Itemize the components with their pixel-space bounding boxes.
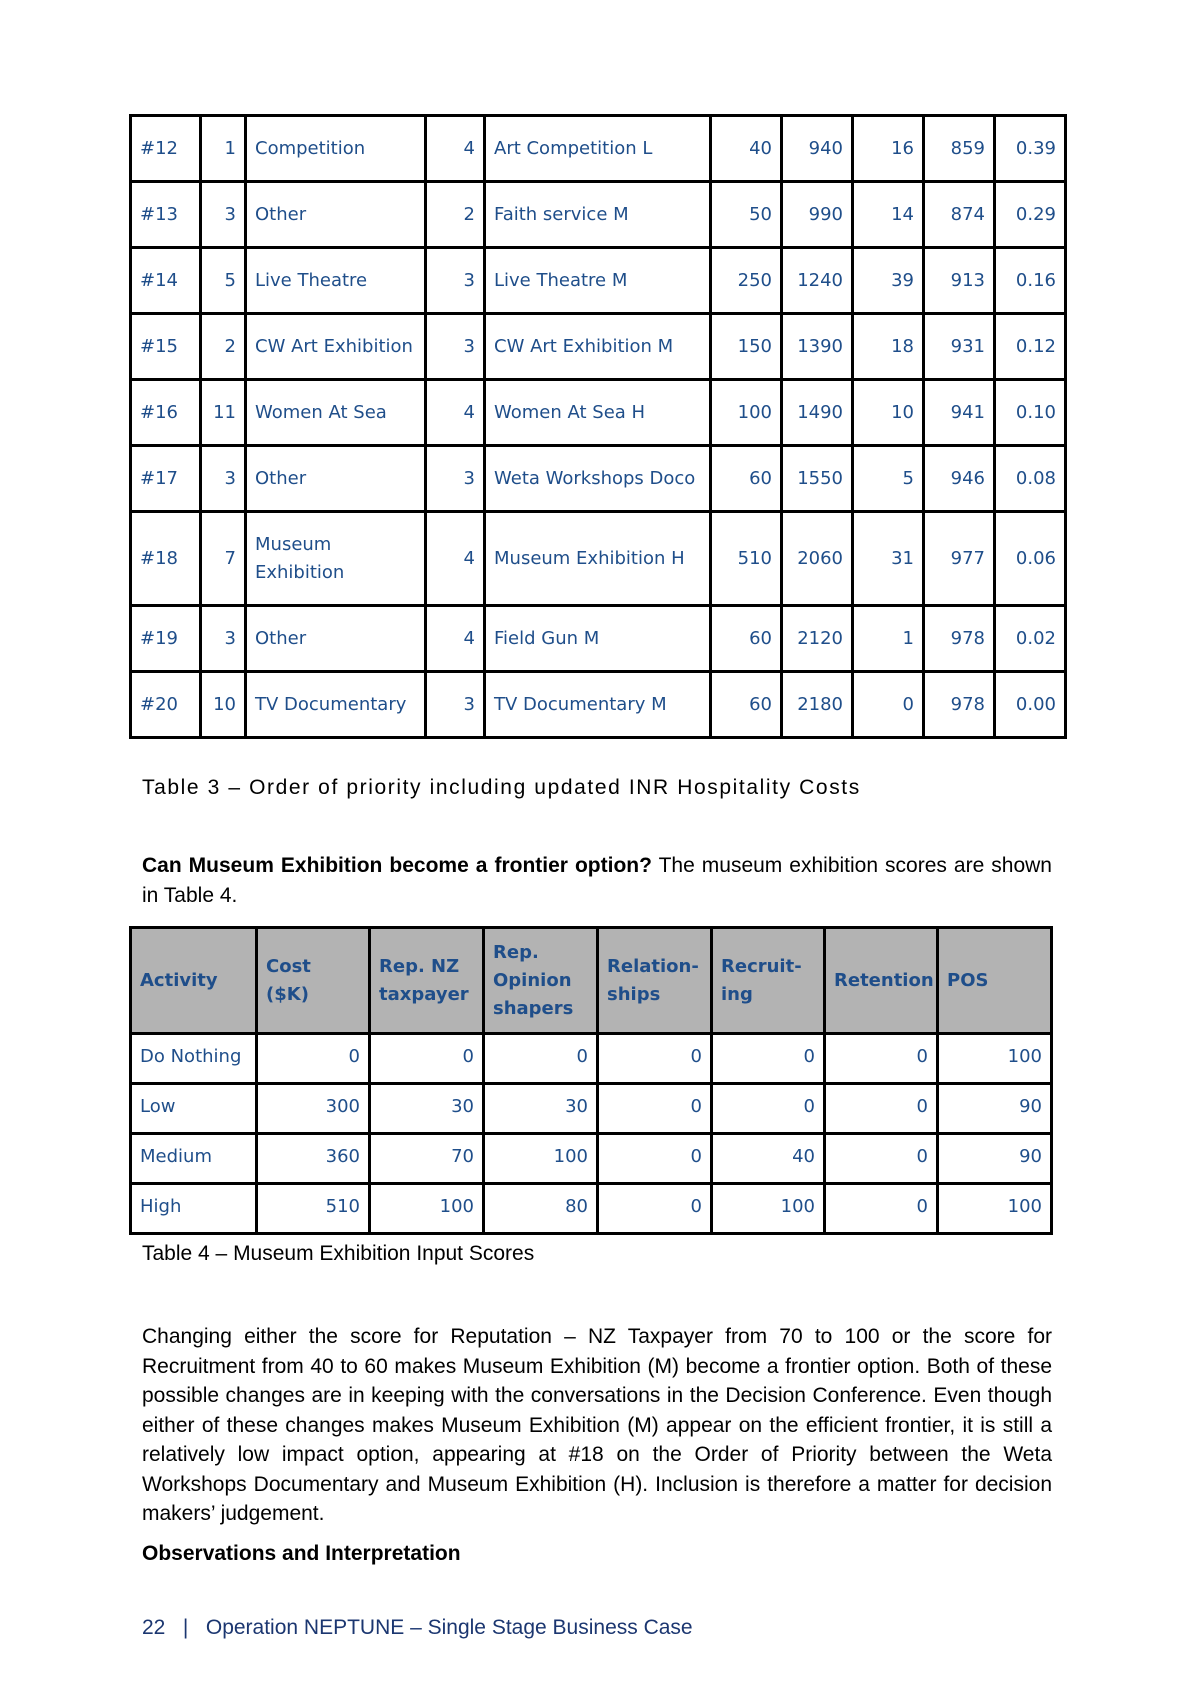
header-recruiting: Recruit-ing	[712, 928, 825, 1034]
rep-nz-taxpayer-cell: 0	[370, 1034, 484, 1084]
category-cell: Other	[246, 182, 426, 248]
cumulative-benefit-cell: 941	[924, 380, 995, 446]
cumulative-cost-cell: 940	[782, 116, 853, 182]
cost-cell: 60	[711, 446, 782, 512]
relationships-cell: 0	[598, 1084, 712, 1134]
cost-cell: 60	[711, 672, 782, 738]
recruiting-cell: 0	[712, 1084, 825, 1134]
table-row	[131, 672, 1066, 738]
ratio-cell: 0.39	[995, 116, 1066, 182]
cost-cell: 50	[711, 182, 782, 248]
ratio-cell: 0.16	[995, 248, 1066, 314]
page-number: 22	[142, 1616, 166, 1639]
benefit-cell: 16	[853, 116, 924, 182]
option-cell: Field Gun M	[485, 606, 711, 672]
rank-cell: #12	[131, 116, 201, 182]
rank-cell: #20	[131, 672, 201, 738]
category-cell: CW Art Exhibition	[246, 314, 426, 380]
table-row	[131, 248, 1066, 314]
option-cell: Museum Exhibition H	[485, 512, 711, 606]
body-paragraph: Changing either the score for Reputation – NZ Taxpayer from 70 to 100 or the score for Recruitment from 40 to 60 makes Museum Exhibition (M) become a frontier option. Both of these possible changes are in keeping with the conversations in the Decision Conference. Even though either of these changes makes Museum Exhibition (M) appear on the efficient frontier, it is still a relatively low impact option, appearing at #18 on the Order of Priority between the Weta Workshops Documentary and Museum Exhibition (H). Inclusion is therefore a matter for decision makers’ judgement.	[142, 1325, 1052, 1525]
benefit-cell: 10	[853, 380, 924, 446]
activity-cell: Low	[131, 1084, 257, 1134]
category-cell: Museum Exhibition	[246, 512, 426, 606]
option-cell: CW Art Exhibition M	[485, 314, 711, 380]
category-cell: TV Documentary	[246, 672, 426, 738]
table4-caption: Table 4 – Museum Exhibition Input Scores	[142, 1242, 535, 1265]
footer-separator: |	[182, 1616, 189, 1639]
recruiting-cell: 100	[712, 1184, 825, 1234]
header-pos: POS	[938, 928, 1052, 1034]
category-cell: Women At Sea	[246, 380, 426, 446]
page-footer	[142, 1616, 693, 1640]
table-row	[131, 1134, 1052, 1184]
cumulative-cost-cell: 1240	[782, 248, 853, 314]
table-row	[131, 1084, 1052, 1134]
table-row	[131, 1184, 1052, 1234]
table-row	[131, 182, 1066, 248]
category-number-cell: 7	[201, 512, 246, 606]
rank-cell: #19	[131, 606, 201, 672]
cumulative-cost-cell: 1390	[782, 314, 853, 380]
benefit-cell: 39	[853, 248, 924, 314]
intro-text: The museum exhibition scores are shown in Table 4.	[142, 854, 1052, 907]
priority-table	[129, 114, 1067, 739]
option-cell: Live Theatre M	[485, 248, 711, 314]
table-row	[131, 116, 1066, 182]
option-number-cell: 3	[426, 314, 485, 380]
intro-question: Can Museum Exhibition become a frontier option?	[142, 854, 652, 877]
category-cell: Competition	[246, 116, 426, 182]
table-row	[131, 606, 1066, 672]
category-number-cell: 5	[201, 248, 246, 314]
cumulative-benefit-cell: 931	[924, 314, 995, 380]
retention-cell: 0	[825, 1134, 938, 1184]
ratio-cell: 0.29	[995, 182, 1066, 248]
activity-cell: High	[131, 1184, 257, 1234]
retention-cell: 0	[825, 1034, 938, 1084]
category-number-cell: 1	[201, 116, 246, 182]
option-number-cell: 4	[426, 606, 485, 672]
ratio-cell: 0.06	[995, 512, 1066, 606]
option-number-cell: 4	[426, 380, 485, 446]
cumulative-cost-cell: 1550	[782, 446, 853, 512]
option-number-cell: 3	[426, 248, 485, 314]
option-cell: Art Competition L	[485, 116, 711, 182]
category-cell: Live Theatre	[246, 248, 426, 314]
retention-cell: 0	[825, 1084, 938, 1134]
cumulative-cost-cell: 990	[782, 182, 853, 248]
category-number-cell: 10	[201, 672, 246, 738]
rep-opinion-shapers-cell: 0	[484, 1034, 598, 1084]
option-cell: Women At Sea H	[485, 380, 711, 446]
cumulative-benefit-cell: 913	[924, 248, 995, 314]
pos-cell: 100	[938, 1034, 1052, 1084]
category-cell: Other	[246, 606, 426, 672]
cumulative-cost-cell: 2060	[782, 512, 853, 606]
header-relationships: Relation-ships	[598, 928, 712, 1034]
option-cell: Weta Workshops Doco	[485, 446, 711, 512]
category-number-cell: 3	[201, 606, 246, 672]
ratio-cell: 0.02	[995, 606, 1066, 672]
rep-opinion-shapers-cell: 80	[484, 1184, 598, 1234]
rep-nz-taxpayer-cell: 30	[370, 1084, 484, 1134]
cumulative-benefit-cell: 978	[924, 606, 995, 672]
benefit-cell: 0	[853, 672, 924, 738]
header-retention: Retention	[825, 928, 938, 1034]
cost-cell: 60	[711, 606, 782, 672]
table3-caption: Table 3 – Order of priority including updated INR Hospitality Costs	[142, 776, 861, 799]
category-number-cell: 11	[201, 380, 246, 446]
table-row	[131, 1034, 1052, 1084]
ratio-cell: 0.10	[995, 380, 1066, 446]
benefit-cell: 5	[853, 446, 924, 512]
benefit-cell: 1	[853, 606, 924, 672]
cost-cell: 0	[257, 1034, 370, 1084]
section-heading: Observations and Interpretation	[142, 1542, 461, 1565]
table-row	[131, 380, 1066, 446]
option-number-cell: 3	[426, 672, 485, 738]
retention-cell: 0	[825, 1184, 938, 1234]
cumulative-cost-cell: 2120	[782, 606, 853, 672]
table-row	[131, 446, 1066, 512]
rep-opinion-shapers-cell: 30	[484, 1084, 598, 1134]
option-number-cell: 4	[426, 512, 485, 606]
option-number-cell: 4	[426, 116, 485, 182]
category-cell: Other	[246, 446, 426, 512]
cumulative-cost-cell: 2180	[782, 672, 853, 738]
cost-cell: 100	[711, 380, 782, 446]
rep-nz-taxpayer-cell: 100	[370, 1184, 484, 1234]
cost-cell: 300	[257, 1084, 370, 1134]
category-number-cell: 3	[201, 446, 246, 512]
pos-cell: 90	[938, 1084, 1052, 1134]
table-row	[131, 314, 1066, 380]
cumulative-benefit-cell: 978	[924, 672, 995, 738]
rank-cell: #15	[131, 314, 201, 380]
option-cell: Faith service M	[485, 182, 711, 248]
intro-paragraph	[142, 851, 1052, 910]
table-header-row	[131, 928, 1052, 1034]
cumulative-benefit-cell: 859	[924, 116, 995, 182]
category-number-cell: 3	[201, 182, 246, 248]
rank-cell: #13	[131, 182, 201, 248]
option-number-cell: 2	[426, 182, 485, 248]
cost-cell: 40	[711, 116, 782, 182]
recruiting-cell: 40	[712, 1134, 825, 1184]
cumulative-benefit-cell: 946	[924, 446, 995, 512]
option-number-cell: 3	[426, 446, 485, 512]
ratio-cell: 0.12	[995, 314, 1066, 380]
benefit-cell: 31	[853, 512, 924, 606]
table-row	[131, 512, 1066, 606]
ratio-cell: 0.00	[995, 672, 1066, 738]
rank-cell: #16	[131, 380, 201, 446]
relationships-cell: 0	[598, 1134, 712, 1184]
recruiting-cell: 0	[712, 1034, 825, 1084]
rank-cell: #14	[131, 248, 201, 314]
cumulative-benefit-cell: 977	[924, 512, 995, 606]
ratio-cell: 0.08	[995, 446, 1066, 512]
pos-cell: 100	[938, 1184, 1052, 1234]
cumulative-benefit-cell: 874	[924, 182, 995, 248]
header-cost: Cost ($K)	[257, 928, 370, 1034]
rep-opinion-shapers-cell: 100	[484, 1134, 598, 1184]
benefit-cell: 18	[853, 314, 924, 380]
document-title: Operation NEPTUNE – Single Stage Business Case	[205, 1616, 693, 1639]
cost-cell: 150	[711, 314, 782, 380]
header-activity: Activity	[131, 928, 257, 1034]
cost-cell: 250	[711, 248, 782, 314]
header-rep-nz-taxpayer: Rep. NZ taxpayer	[370, 928, 484, 1034]
museum-scores-table	[129, 926, 1053, 1235]
rep-nz-taxpayer-cell: 70	[370, 1134, 484, 1184]
option-cell: TV Documentary M	[485, 672, 711, 738]
cumulative-cost-cell: 1490	[782, 380, 853, 446]
pos-cell: 90	[938, 1134, 1052, 1184]
cost-cell: 360	[257, 1134, 370, 1184]
rank-cell: #18	[131, 512, 201, 606]
activity-cell: Do Nothing	[131, 1034, 257, 1084]
activity-cell: Medium	[131, 1134, 257, 1184]
cost-cell: 510	[711, 512, 782, 606]
relationships-cell: 0	[598, 1184, 712, 1234]
rank-cell: #17	[131, 446, 201, 512]
header-rep-opinion-shapers: Rep. Opinion shapers	[484, 928, 598, 1034]
benefit-cell: 14	[853, 182, 924, 248]
category-number-cell: 2	[201, 314, 246, 380]
relationships-cell: 0	[598, 1034, 712, 1084]
cost-cell: 510	[257, 1184, 370, 1234]
